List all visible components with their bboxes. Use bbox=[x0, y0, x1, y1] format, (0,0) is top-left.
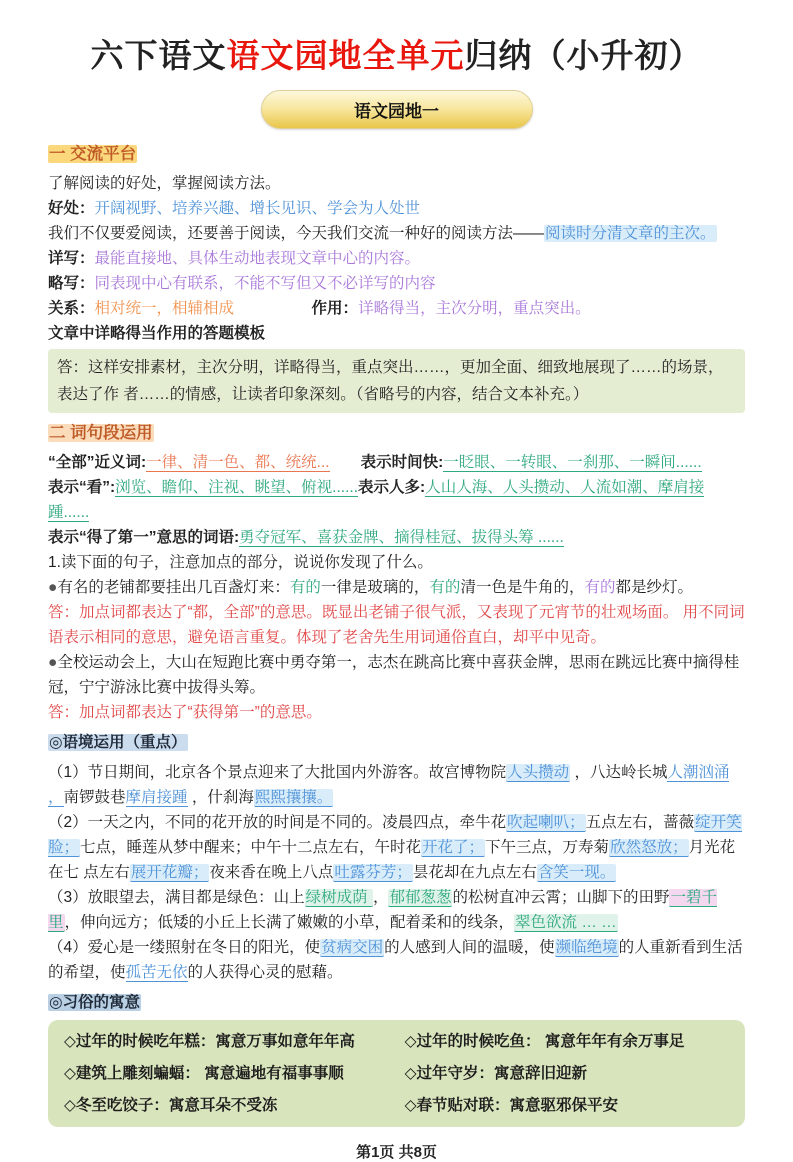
text-segment: 略写： bbox=[48, 275, 95, 292]
text-segment: 开阔视野、培养兴趣、增长见识、学会为人处世 bbox=[94, 200, 421, 217]
text-line bbox=[48, 196, 745, 221]
document-content bbox=[48, 142, 745, 1127]
text-segment: 含笑一现。 bbox=[537, 864, 616, 881]
synonym-line bbox=[48, 475, 745, 525]
text-segment: 关系： bbox=[48, 300, 95, 317]
answer-line bbox=[48, 600, 745, 650]
text-segment: 好处： bbox=[48, 200, 95, 217]
text-segment: 熙熙攘攘。 bbox=[254, 789, 333, 806]
text-segment: 一律是玻璃的， bbox=[320, 579, 430, 596]
text-segment: 有名的老铺都要挂出几百盏灯来： bbox=[57, 579, 290, 596]
text-line bbox=[48, 221, 745, 246]
text-segment: 详略得当，主次分明，重点突出。 bbox=[358, 300, 591, 317]
text-segment: 浏览、瞻仰、注视、眺望、俯视...... bbox=[115, 479, 359, 496]
text-segment: 最能直接地、具体生动地表现文章中心的内容。 bbox=[94, 250, 421, 267]
page-title bbox=[48, 34, 745, 78]
text-segment: 相对统一，相辅相成 bbox=[94, 300, 235, 317]
context-sentence bbox=[48, 810, 745, 885]
title-segment: 语文园地全单元 bbox=[226, 37, 465, 74]
text-segment: ◎语境运用（重点） bbox=[49, 734, 187, 751]
text-segment: 详写： bbox=[48, 250, 95, 267]
customs-meaning-box bbox=[48, 1020, 745, 1127]
text-segment: 人潮汹涌 ， bbox=[48, 764, 730, 806]
text-segment: “全部”近义词: bbox=[48, 454, 147, 471]
custom-item: ◇春节贴对联：寓意驱邪保平安 bbox=[404, 1097, 619, 1114]
text-segment: 表示“看”: bbox=[48, 479, 116, 496]
text-segment: 一碧千里 bbox=[48, 889, 717, 931]
unit-badge-wrap bbox=[48, 90, 745, 129]
text-segment: ，什刹海 bbox=[187, 789, 254, 806]
text-segment: 有的 bbox=[289, 579, 321, 596]
text-segment: 的人获得心灵的慰藉。 bbox=[187, 964, 343, 981]
text-segment: 同表现中心有联系，不能不写但又不必详写的内容 bbox=[94, 275, 436, 292]
custom-item: ◇过年的时候吃鱼： 寓意年年有余万事足 bbox=[404, 1033, 685, 1050]
text-segment: 作用： bbox=[311, 300, 359, 317]
answer-template-title bbox=[48, 321, 745, 346]
text-segment: （1）节日期间，北京各个景点迎来了大批国内外游客。故宫博物院 bbox=[48, 764, 507, 781]
text-segment: 的人感到人间的温暖，使 bbox=[384, 939, 555, 956]
text-segment: ， bbox=[372, 889, 389, 906]
text-segment bbox=[330, 454, 361, 471]
text-line bbox=[48, 171, 745, 196]
text-segment: 全校运动会上，大山在短跑比赛中勇夺第一，志杰在跳高比赛中喜获金牌，思雨在跳远比赛中摘得桂冠，宁宁游泳比赛中拔得头筹。 bbox=[48, 654, 740, 696]
page-number: 第1页 共8页 bbox=[356, 1144, 437, 1161]
text-segment: 清一色是牛角的， bbox=[460, 579, 585, 596]
text-segment: 人山人海、人头攒动、人流如潮、摩肩接踵...... bbox=[48, 479, 705, 521]
text-segment: 绽开笑脸； bbox=[48, 814, 742, 856]
text-segment: 夜来香在晚上八点 bbox=[209, 864, 334, 881]
context-sentence bbox=[48, 935, 745, 985]
text-segment: （4）爱心是一缕照射在冬日的阳光，使 bbox=[48, 939, 321, 956]
example-sentence bbox=[48, 650, 745, 700]
text-segment: 1.读下面的句子，注意加点的部分，说说你发现了什么。 bbox=[48, 554, 433, 571]
text-segment: 二 词句段运用 bbox=[49, 424, 153, 442]
text-segment: 孤苦无依 bbox=[125, 964, 188, 981]
text-segment: 表示“得了第一”意思的词语: bbox=[48, 529, 240, 546]
subsection-customs-meaning bbox=[48, 990, 745, 1015]
custom-item: ◇建筑上雕刻蝙蝠： 寓意遍地有福事事顺 bbox=[64, 1065, 344, 1082]
context-sentence bbox=[48, 885, 745, 935]
text-segment: 一律、清一色、都、统统... bbox=[146, 454, 330, 471]
text-segment: 阅读时分清文章的主次。 bbox=[545, 225, 716, 242]
text-segment: 都是纱灯。 bbox=[615, 579, 693, 596]
text-segment: （2）一天之内，不同的花开放的时间是不同的。凌晨四点，牵牛花 bbox=[48, 814, 507, 831]
text-segment: 人头攒动 bbox=[507, 764, 570, 781]
text-segment: 月光花在七 点左右 bbox=[48, 839, 736, 881]
text-segment: 文章中详略得当作用的答题模板 bbox=[48, 325, 266, 342]
custom-item: ◇冬至吃饺子：寓意耳朵不受冻 bbox=[64, 1097, 278, 1114]
section-heading-exchange-platform bbox=[48, 142, 745, 167]
text-segment: 展开花瓣； bbox=[130, 864, 209, 881]
text-segment: ◎习俗的寓意 bbox=[49, 994, 141, 1011]
text-segment: （3）放眼望去，满目都是绿色：山上 bbox=[48, 889, 305, 906]
answer-template-box bbox=[48, 349, 745, 413]
text-segment: 了解阅读的好处，掌握阅读方法。 bbox=[48, 175, 281, 192]
text-segment: 有的 bbox=[584, 579, 616, 596]
answer-line bbox=[48, 700, 745, 725]
text-segment: 答：这样安排素材，主次分明，详略得当，重点突出……，更加全面、细致地展现了……的场景，表达了作 者……的情感，让读者印象深刻。（省略号的内容，结合文本补充。） bbox=[57, 359, 724, 403]
text-segment: 翠色欲流 … … bbox=[515, 914, 617, 931]
text-segment: 表示时间快: bbox=[360, 454, 444, 471]
text-segment: ，伸向远方；低矮的小丘上长满了嫩嫩的小草，配着柔和的线条， bbox=[64, 914, 515, 931]
text-segment: 下午三点，万寿菊 bbox=[485, 839, 610, 856]
title-segment: 归纳（小升初） bbox=[464, 37, 703, 74]
text-segment: 一 交流平台 bbox=[49, 145, 137, 163]
text-segment bbox=[234, 300, 312, 317]
text-segment: 答：加点词都表达了“获得第一”的意思。 bbox=[48, 704, 322, 721]
synonym-line bbox=[48, 525, 745, 550]
text-segment: 摩肩接踵 bbox=[125, 789, 188, 806]
text-segment: ，八达岭长城 bbox=[570, 764, 668, 781]
text-segment: 勇夺冠军、喜获金牌、摘得桂冠、拔得头筹 ...... bbox=[239, 529, 564, 546]
text-segment: 五点左右，蔷薇 bbox=[585, 814, 695, 831]
text-line bbox=[48, 296, 745, 321]
example-sentence bbox=[48, 575, 745, 600]
unit-badge-label: 语文园地一 bbox=[354, 102, 439, 121]
text-line bbox=[48, 271, 745, 296]
text-segment: 郁郁葱葱 bbox=[389, 889, 452, 906]
text-segment: 吹起喇叭； bbox=[507, 814, 585, 831]
text-segment: 贫病交困 bbox=[321, 939, 384, 956]
text-segment: 吐露芬芳； bbox=[334, 864, 412, 881]
section-heading-words-sentences bbox=[48, 421, 745, 446]
text-line bbox=[48, 246, 745, 271]
text-segment: 绿树成荫 bbox=[305, 889, 372, 906]
context-sentence bbox=[48, 760, 745, 810]
text-segment: ● bbox=[48, 654, 58, 671]
subsection-context-usage bbox=[48, 730, 745, 755]
text-segment: 我们不仅要爱阅读，还要善于阅读，今天我们交流一种好的阅读方法—— bbox=[48, 225, 545, 242]
text-segment: 七点，睡莲从梦中醒来；中午十二点左右，午时花 bbox=[80, 839, 422, 856]
text-segment: 有的 bbox=[429, 579, 461, 596]
exercise-instruction bbox=[48, 550, 745, 575]
text-segment: 表示人多: bbox=[358, 479, 426, 496]
text-segment: 开花了； bbox=[422, 839, 485, 856]
text-segment: 的松树直冲云霄；山脚下的田野 bbox=[452, 889, 670, 906]
synonym-line bbox=[48, 450, 745, 475]
title-segment: 六下语文 bbox=[90, 37, 227, 74]
text-segment: 答：加点词都表达了“都，全部”的意思。既显出老铺子很气派，又表现了元宵节的壮观场面。 用不同词语表示相同的意思，避免语言重复。体现了老舍先生用词通俗直白，却平中见奇。 bbox=[48, 604, 745, 646]
text-segment: 的人重新看到生活的希望，使 bbox=[48, 939, 743, 981]
text-segment: 欣然怒放； bbox=[610, 839, 688, 856]
custom-item: ◇过年的时候吃年糕：寓意万事如意年年高 bbox=[64, 1033, 355, 1050]
text-segment: 南锣鼓巷 bbox=[63, 789, 126, 806]
text-segment: ● bbox=[48, 579, 58, 596]
unit-badge bbox=[261, 90, 533, 129]
text-segment: 昙花却在九点左右 bbox=[412, 864, 537, 881]
text-segment: 濒临绝境 bbox=[555, 939, 618, 956]
text-segment: 一眨眼、一转眼、一刹那、一瞬间...... bbox=[443, 454, 702, 471]
custom-item: ◇过年守岁：寓意辞旧迎新 bbox=[404, 1065, 588, 1082]
